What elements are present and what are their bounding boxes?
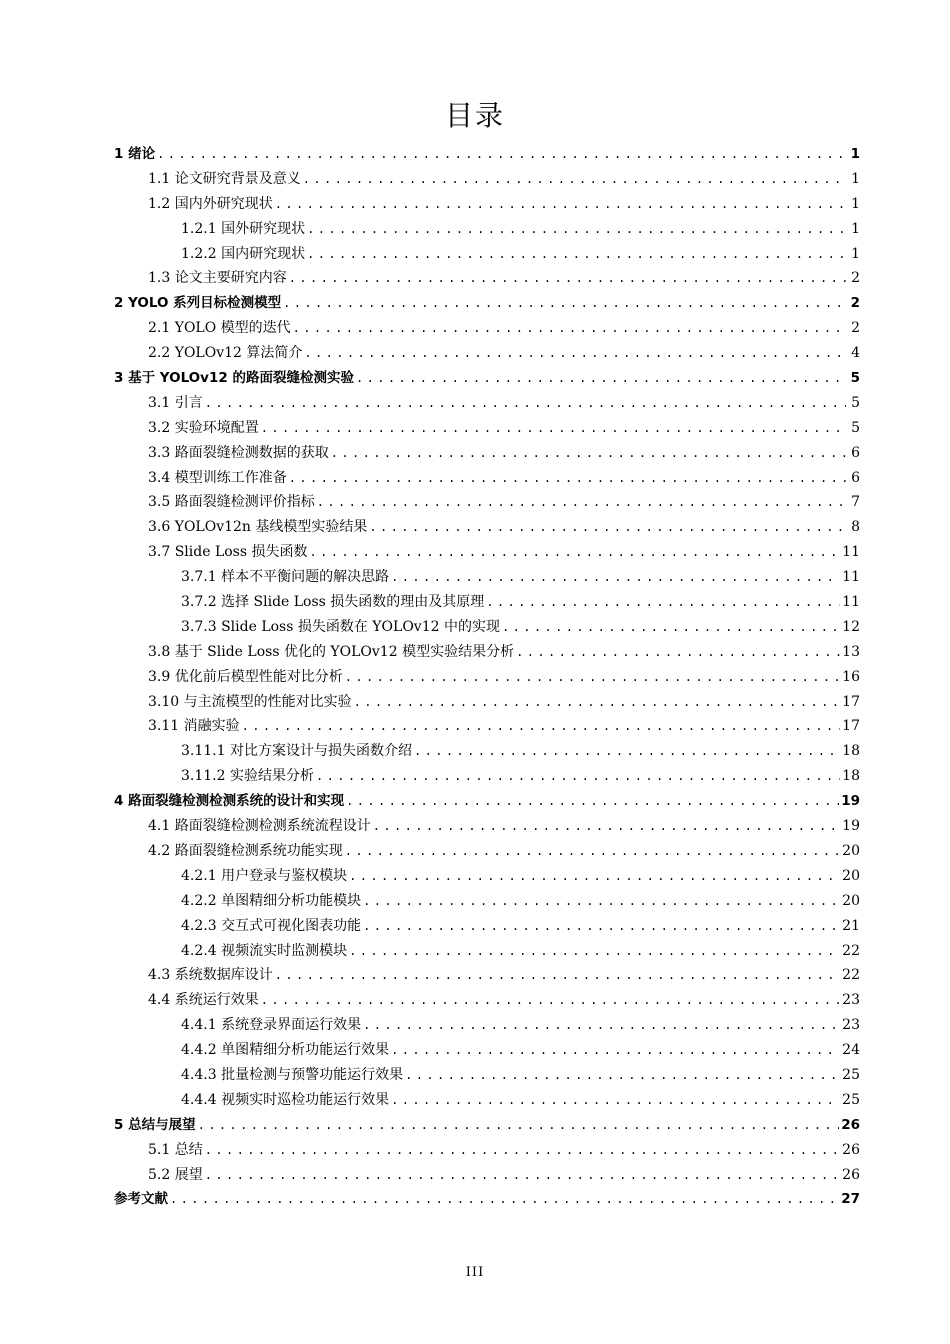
toc-entry-title[interactable]: 5.2 展望 [148,1166,203,1183]
toc-entry-title[interactable]: 3.11 消融实验 [148,718,240,735]
toc-entry-page[interactable]: 2 [851,270,860,287]
toc-dot-leader [331,441,846,466]
toc-dot-leader [157,142,846,167]
toc-entry[interactable] [114,242,860,267]
toc-entry-page[interactable]: 19 [842,818,860,835]
toc-dot-leader [170,1187,839,1212]
toc-entry[interactable] [114,939,860,964]
toc-entry-page[interactable]: 2 [851,320,860,337]
toc-dot-leader [261,988,840,1013]
toc-entry-page[interactable]: 23 [842,1017,860,1034]
toc-entry[interactable] [114,1088,860,1113]
toc-dot-leader [354,690,841,715]
toc-entry[interactable] [114,1187,860,1212]
toc-dot-leader [391,565,840,590]
toc-entry[interactable] [114,1063,860,1088]
toc-entry[interactable] [114,565,860,590]
toc-dot-leader [261,416,846,441]
toc-dot-leader [317,490,846,515]
toc-entry[interactable] [114,1138,860,1163]
toc-entry[interactable] [114,515,860,540]
toc-dot-leader [289,466,846,491]
toc-entry-title[interactable]: 参考文献 [114,1191,168,1208]
toc-entry-title[interactable]: 3.10 与主流模型的性能对比实验 [148,693,352,710]
toc-entry-title[interactable]: 5.1 总结 [148,1141,203,1158]
toc-dot-leader [205,391,846,416]
table-of-contents [114,142,860,1212]
toc-dot-leader [293,316,846,341]
toc-dot-leader [346,789,839,814]
toc-entry-page[interactable]: 5 [851,394,860,411]
toc-dot-leader [345,839,840,864]
toc-entry-title[interactable]: 3.6 YOLOv12n 基线模型实验结果 [148,519,368,536]
toc-entry-page[interactable]: 11 [842,594,860,611]
toc-dot-leader [349,939,840,964]
toc-entry-page[interactable]: 22 [842,942,860,959]
toc-entry-title[interactable]: 1.3 论文主要研究内容 [148,270,287,287]
toc-entry-title[interactable]: 4.2.3 交互式可视化图表功能 [181,917,362,934]
toc-entry-title[interactable]: 3 基于 YOLOv12 的路面裂缝检测实验 [114,370,354,387]
toc-entry-page[interactable]: 25 [842,1091,860,1108]
toc-entry-page[interactable]: 11 [842,544,860,561]
toc-entry-title[interactable]: 4.4.4 视频实时巡检功能运行效果 [181,1091,390,1108]
toc-dot-leader [363,889,840,914]
toc-entry-page[interactable]: 27 [841,1191,860,1208]
toc-entry-page[interactable]: 1 [850,146,860,162]
toc-entry[interactable] [114,217,860,242]
toc-entry-page[interactable]: 22 [842,967,860,984]
toc-entry-title[interactable]: 4.2 路面裂缝检测系统功能实现 [148,842,343,859]
toc-entry-title[interactable]: 4.4.1 系统登录界面运行效果 [181,1017,362,1034]
toc-dot-leader [307,217,846,242]
toc-entry[interactable] [114,466,860,491]
toc-dot-leader [349,864,840,889]
toc-entry-page[interactable]: 20 [842,842,860,859]
toc-entry-page[interactable]: 1 [851,245,860,262]
toc-entry[interactable] [114,789,860,814]
toc-entry-title[interactable]: 4.2.4 视频流实时监测模块 [181,942,348,959]
toc-entry[interactable] [114,963,860,988]
toc-dot-leader [356,366,846,391]
toc-entry[interactable] [114,590,860,615]
toc-entry[interactable] [114,142,860,167]
toc-entry[interactable] [114,366,860,391]
toc-entry-title[interactable]: 3.8 基于 Slide Loss 优化的 YOLOv12 模型实验结果分析 [148,643,515,660]
toc-entry-title[interactable]: 3.7.2 选择 Slide Loss 损失函数的理由及其原理 [181,594,485,611]
toc-dot-leader [516,640,840,665]
toc-entry-page[interactable]: 20 [842,892,860,909]
toc-entry-title[interactable]: 3.7.1 样本不平衡问题的解决思路 [181,569,390,586]
toc-entry[interactable] [114,316,860,341]
toc-entry-page[interactable]: 17 [842,693,860,710]
toc-entry-page[interactable]: 17 [842,718,860,735]
toc-entry-page[interactable]: 18 [842,743,860,760]
toc-entry-title[interactable]: 4.4.3 批量检测与预警功能运行效果 [181,1066,404,1083]
toc-entry[interactable] [114,167,860,192]
toc-entry[interactable] [114,192,860,217]
toc-dot-leader [304,341,846,366]
toc-entry-title[interactable]: 4.2.1 用户登录与鉴权模块 [181,867,348,884]
toc-entry[interactable] [114,690,860,715]
toc-dot-leader [391,1088,840,1113]
toc-entry-page[interactable]: 25 [842,1066,860,1083]
toc-entry[interactable] [114,416,860,441]
toc-dot-leader [303,167,846,192]
toc-dot-leader [486,590,840,615]
toc-entry-title[interactable]: 3.7.3 Slide Loss 损失函数在 YOLOv12 中的实现 [181,618,500,635]
toc-entry[interactable] [114,441,860,466]
toc-dot-leader [316,764,840,789]
toc-entry-title[interactable]: 1.1 论文研究背景及意义 [148,170,301,187]
toc-entry-page[interactable]: 23 [842,992,860,1009]
toc-entry-page[interactable]: 21 [842,917,860,934]
toc-dot-leader [283,291,846,316]
toc-entry[interactable] [114,864,860,889]
toc-entry[interactable] [114,1113,860,1138]
toc-entry-title[interactable]: 4.4.2 单图精细分析功能运行效果 [181,1042,390,1059]
toc-entry-page[interactable]: 12 [842,618,860,635]
toc-entry[interactable] [114,266,860,291]
toc-entry-title[interactable]: 4 路面裂缝检测检测系统的设计和实现 [114,793,345,810]
toc-dot-leader [345,665,840,690]
toc-entry[interactable] [114,739,860,764]
page-number: III [465,1265,485,1280]
toc-entry-page[interactable]: 4 [851,345,860,362]
toc-entry-page[interactable]: 2 [850,295,860,312]
toc-dot-leader [405,1063,840,1088]
toc-entry-title[interactable]: 3.11.2 实验结果分析 [181,768,314,785]
toc-dot-leader [242,714,841,739]
toc-entry-title[interactable]: 1.2 国内外研究现状 [148,195,273,212]
toc-dot-leader [289,266,846,291]
toc-entry[interactable] [114,665,860,690]
toc-entry[interactable] [114,764,860,789]
toc-entry-page[interactable]: 5 [851,419,860,436]
toc-entry-page[interactable]: 26 [842,1166,860,1183]
toc-dot-leader [502,615,840,640]
toc-entry-page[interactable]: 6 [851,469,860,486]
toc-entry[interactable] [114,914,860,939]
toc-entry-title[interactable]: 3.11.1 对比方案设计与损失函数介绍 [181,743,412,760]
toc-entry-title[interactable]: 1.2.1 国外研究现状 [181,220,306,237]
toc-entry-title[interactable]: 3.2 实验环境配置 [148,419,259,436]
toc-entry-title[interactable]: 3.7 Slide Loss 损失函数 [148,544,308,561]
toc-dot-leader [373,814,840,839]
toc-entry-page[interactable]: 6 [851,444,860,461]
toc-entry[interactable] [114,640,860,665]
toc-entry[interactable] [114,988,860,1013]
toc-dot-leader [198,1113,840,1138]
toc-dot-leader [205,1138,840,1163]
toc-entry-title[interactable]: 1 绪论 [114,146,156,162]
toc-entry-page[interactable]: 13 [842,643,860,660]
toc-entry-page[interactable]: 20 [842,867,860,884]
toc-entry-page[interactable]: 1 [851,220,860,237]
toc-dot-leader [310,540,841,565]
toc-dot-leader [363,914,840,939]
toc-entry-title[interactable]: 4.1 路面裂缝检测检测系统流程设计 [148,818,371,835]
toc-dot-leader [363,1013,840,1038]
toc-entry-title[interactable]: 2 YOLO 系列目标检测模型 [114,295,282,312]
toc-entry-title[interactable]: 3.9 优化前后模型性能对比分析 [148,668,343,685]
toc-entry-page[interactable]: 26 [841,1116,860,1133]
toc-entry[interactable] [114,814,860,839]
toc-entry-title[interactable]: 3.3 路面裂缝检测数据的获取 [148,444,329,461]
toc-entry-title[interactable]: 5 总结与展望 [114,1116,196,1133]
toc-dot-leader [369,515,846,540]
toc-entry-title[interactable]: 3.1 引言 [148,394,203,411]
toc-dot-leader [205,1163,840,1188]
toc-entry-title[interactable]: 4.4 系统运行效果 [148,992,259,1009]
toc-entry[interactable] [114,1013,860,1038]
toc-entry[interactable] [114,490,860,515]
toc-entry[interactable] [114,391,860,416]
toc-entry-title[interactable]: 3.4 模型训练工作准备 [148,469,287,486]
toc-entry-page[interactable]: 8 [851,519,860,536]
toc-dot-leader [391,1038,840,1063]
toc-entry-page[interactable]: 11 [842,569,860,586]
toc-dot-leader [275,963,840,988]
toc-dot-leader [275,192,846,217]
toc-entry-title[interactable]: 1.2.2 国内研究现状 [181,245,306,262]
toc-entry-page[interactable]: 24 [842,1042,860,1059]
toc-entry[interactable] [114,615,860,640]
toc-entry[interactable] [114,341,860,366]
toc-entry-page[interactable]: 5 [850,370,860,387]
toc-entry-title[interactable]: 2.1 YOLO 模型的迭代 [148,320,291,337]
toc-entry-title[interactable]: 4.2.2 单图精细分析功能模块 [181,892,362,909]
toc-dot-leader [414,739,840,764]
toc-dot-leader [307,242,846,267]
toc-entry-page[interactable]: 1 [851,195,860,212]
toc-entry-page[interactable]: 19 [841,793,860,810]
toc-entry[interactable] [114,291,860,316]
toc-entry-page[interactable]: 16 [842,668,860,685]
toc-entry[interactable] [114,1038,860,1063]
toc-entry-title[interactable]: 3.5 路面裂缝检测评价指标 [148,494,315,511]
toc-entry[interactable] [114,889,860,914]
toc-entry[interactable] [114,714,860,739]
toc-entry-page[interactable]: 26 [842,1141,860,1158]
toc-entry-page[interactable]: 18 [842,768,860,785]
toc-entry-page[interactable]: 7 [851,494,860,511]
toc-entry-title[interactable]: 2.2 YOLOv12 算法简介 [148,345,303,362]
toc-entry[interactable] [114,1163,860,1188]
toc-entry-title[interactable]: 4.3 系统数据库设计 [148,967,273,984]
toc-entry[interactable] [114,540,860,565]
toc-entry-page[interactable]: 1 [851,170,860,187]
page-title: 目录 [444,99,505,132]
toc-entry[interactable] [114,839,860,864]
